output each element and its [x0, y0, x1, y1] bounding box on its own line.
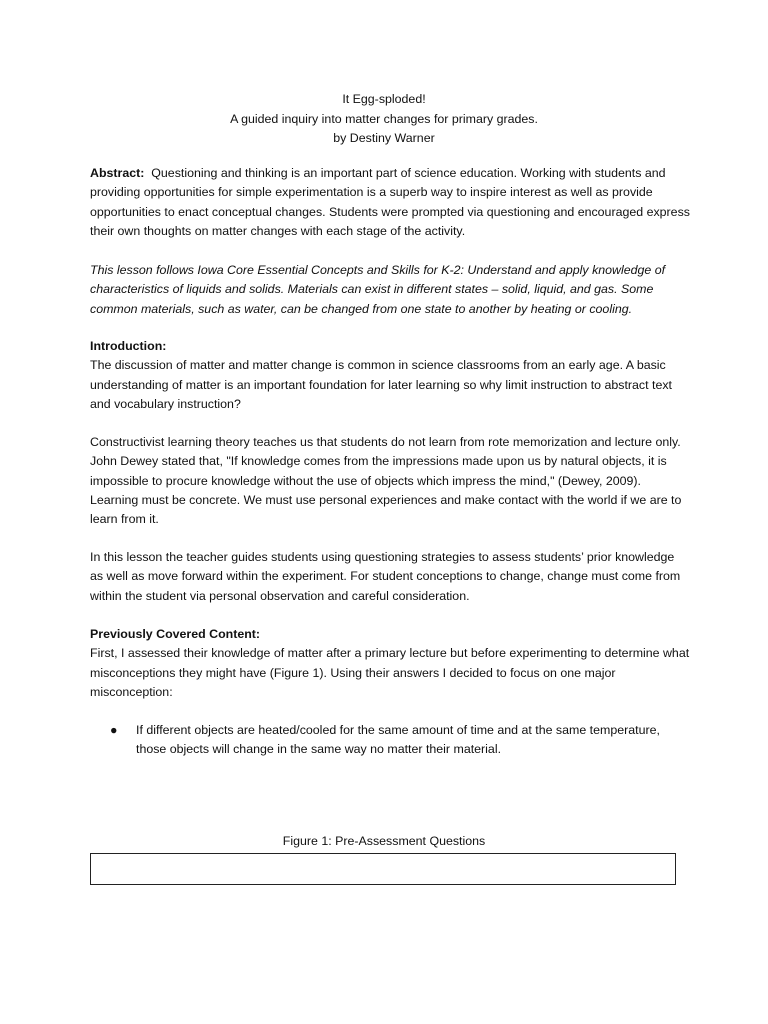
figure-table-box [90, 853, 676, 885]
introduction-paragraph-2: Constructivist learning theory teaches us that students do not learn from rote memorization and lecture only. John Dewey stated that, "If knowledge comes from the impressions made upon us by natural objects, it is impossible to procure knowledge without the use of objects which impress the mind," (Dewey, 2009). Learning must be concrete. We must use personal experiences and make contact with the world if we are to learn from it. [90, 435, 682, 527]
bullet-icon: ● [110, 723, 118, 737]
previous-content-heading: Previously Covered Content: [90, 627, 261, 641]
introduction-paragraph-1: The discussion of matter and matter change is common in science classrooms from an early age. A basic understanding of matter is an important foundation for later learning so why limit instruction to abstract text and vocabulary instruction? [90, 358, 672, 411]
abstract-paragraph [90, 164, 690, 241]
document-subtitle: A guided inquiry into matter changes for primary grades. [230, 111, 538, 126]
document-byline: by Destiny Warner [333, 131, 435, 145]
document-title: It Egg-sploded! [342, 92, 426, 106]
abstract-label: Abstract: [90, 166, 145, 180]
introduction-section [90, 337, 690, 414]
abstract-text: Questioning and thinking is an important part of science education. Working with students and providing opportunities for simple experimentation is a superb way to inspire interest as well as provide opportunities to enact conceptual changes. Students were prompted via questioning and encouraged express their own thoughts on matter changes with each stage of the activity. [90, 166, 690, 238]
document-header [0, 90, 768, 149]
misconception-text: If different objects are heated/cooled for the same amount of time and at the same temperature, those objects will change in the same way no matter their material. [136, 723, 660, 757]
figure-caption: Figure 1: Pre-Assessment Questions [282, 834, 486, 848]
introduction-heading: Introduction: [90, 339, 167, 353]
previous-content-text: First, I assessed their knowledge of matter after a primary lecture but before experimenting to determine what misconceptions they might have (Figure 1). Using their answers I decided to focus on one major misconception: [90, 646, 690, 699]
previous-content-section [90, 625, 690, 702]
standards-note: This lesson follows Iowa Core Essential Concepts and Skills for K-2: Understand and apply knowledge of characteristics of liquids and solids. Materials can exist in different states – solid, liquid, and gas. Some common materials, such as water, can be changed from one state to another by heating or cooling. [90, 263, 666, 316]
introduction-paragraph-3: In this lesson the teacher guides students using questioning strategies to assess students’ prior knowledge as well as move forward within the experiment. For student conceptions to change, change must come from within the student via personal observation and careful consideration. [90, 550, 681, 603]
